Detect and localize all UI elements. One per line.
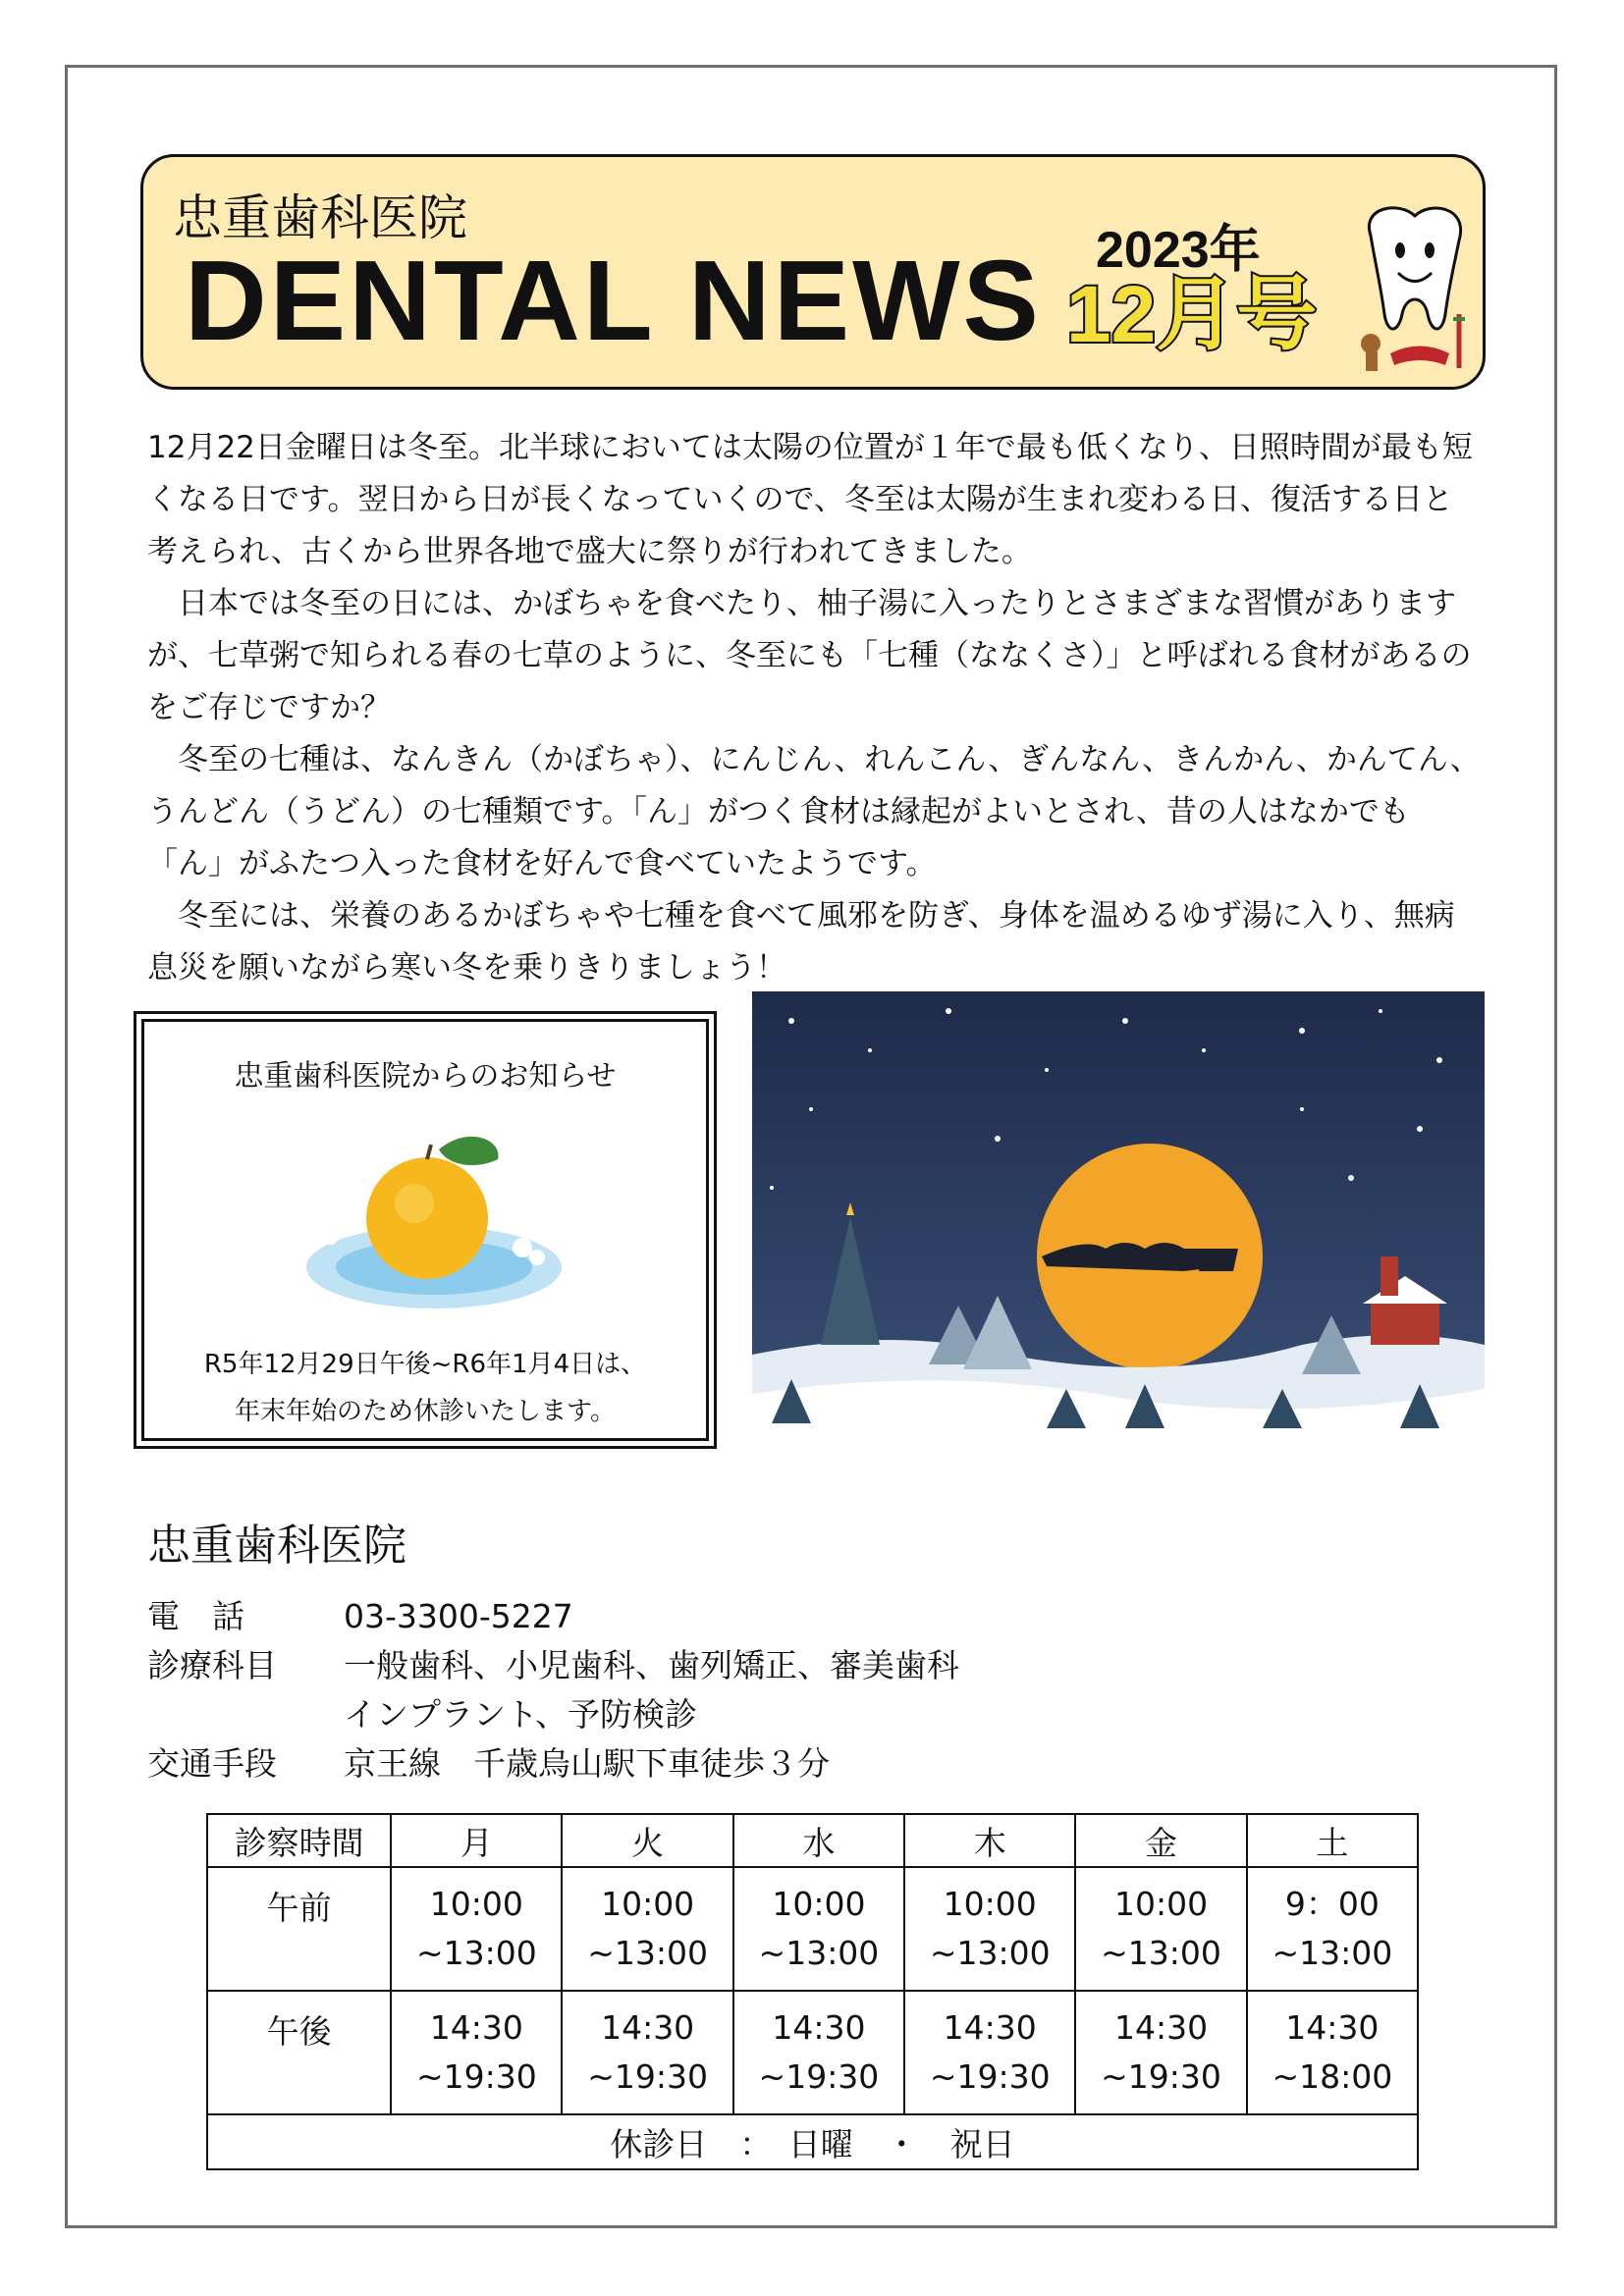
table-header-cell: 火 [562,1814,732,1867]
article-paragraph: 12月22日金曜日は冬至。北半球においては太陽の位置が１年で最も低くなり、日照時間が最も短くなる日です。翌日から日が長くなっていくので、冬至は太陽が生まれ変わる日、復活する日と考えられ、古くから世界各地で盛大に祭りが行われてきました。 [147,430,1473,569]
table-header-cell: 金 [1075,1814,1246,1867]
hours-cell: 10:00 ~13:00 [1075,1867,1246,1991]
clinic-info [147,1592,959,1789]
holiday-notice-box [134,1011,717,1449]
article-body [147,422,1483,994]
clinic-name: 忠重歯科医院 [147,1521,406,1571]
closed-days: 休診日 ： 日曜 ・ 祝日 [207,2114,1418,2169]
row-label: 午後 [207,1991,391,2114]
table-header-row [207,1814,1418,1867]
table-row [207,2114,1418,2169]
table-header-cell: 月 [391,1814,562,1867]
article-paragraph: 日本では冬至の日には、かぼちゃを食べたり、柚子湯に入ったりとさまざまな習慣がありますが、七草粥で知られる春の七草のように、冬至にも「七種（ななくさ）」と呼ばれる食材があるのをご存じですか？ [147,586,1472,725]
article-paragraph: 冬至の七種は、なんきん（かぼちゃ）、にんじん、れんこん、ぎんなん、きんかん、かんてん、うんどん（うどん）の七種類です。「ん」がつく食材は縁起がよいとされ、昔の人はなかでも「ん」がふたつ入った食材を好んで食べていたようです。 [147,742,1481,881]
access-label: 交通手段 [147,1744,277,1783]
table-header-cell: 土 [1247,1814,1418,1867]
access-info: 京王線 千歳烏山駅下車徒歩３分 [344,1744,830,1783]
hours-cell: 14:30 ~19:30 [733,1991,904,2114]
table-header-cell: 木 [904,1814,1075,1867]
table-header-cell: 水 [733,1814,904,1867]
hours-cell: 10:00 ~13:00 [391,1867,562,1991]
hours-cell: 14:30 ~19:30 [904,1991,1075,2114]
newsletter-header [140,154,1486,390]
hours-cell: 14:30 ~19:30 [1075,1991,1246,2114]
notice-text [144,1341,706,1435]
notice-title: 忠重歯科医院からのお知らせ [234,1059,617,1094]
hours-cell: 9：00 ~13:00 [1247,1867,1418,1991]
issue-month: 12月号 [1066,270,1318,359]
tooth-mascot-icon [1351,196,1479,383]
notice-line: 年末年始のため休診いたします。 [235,1397,616,1426]
office-hours-table [206,1813,1419,2170]
article-paragraph: 冬至には、栄養のあるかぼちゃや七種を食べて風邪を防ぎ、身体を温めるゆず湯に入り、無病息災を願いながら寒い冬を乗りきりましょう！ [147,898,1455,986]
notice-line: R5年12月29日午後~R6年1月4日は、 [203,1350,647,1379]
table-row [207,1867,1418,1991]
row-label: 午前 [207,1867,391,1991]
issue-year: 2023年 [1096,222,1261,279]
hours-cell: 10:00 ~13:00 [562,1867,732,1991]
department-list: インプラント、予防検診 [344,1695,698,1734]
santa-moon-illustration [752,991,1485,1431]
header-clinic-name: 忠重歯科医院 [173,189,467,246]
table-row [207,1991,1418,2114]
newsletter-title: DENTAL NEWS [185,237,1042,364]
hours-cell: 14:30 ~18:00 [1247,1991,1418,2114]
department-list: 一般歯科、小児歯科、歯列矯正、審美歯科 [344,1646,959,1684]
hours-cell: 10:00 ~13:00 [904,1867,1075,1991]
table-header-cell: 診察時間 [207,1814,391,1867]
hours-cell: 14:30 ~19:30 [391,1991,562,2114]
phone-number: 03-3300-5227 [344,1597,573,1635]
phone-label: 電 話 [147,1597,244,1635]
department-label: 診療科目 [147,1646,277,1684]
hours-cell: 10:00 ~13:00 [733,1867,904,1991]
yuzu-bath-icon [301,1120,567,1316]
hours-cell: 14:30 ~19:30 [562,1991,732,2114]
